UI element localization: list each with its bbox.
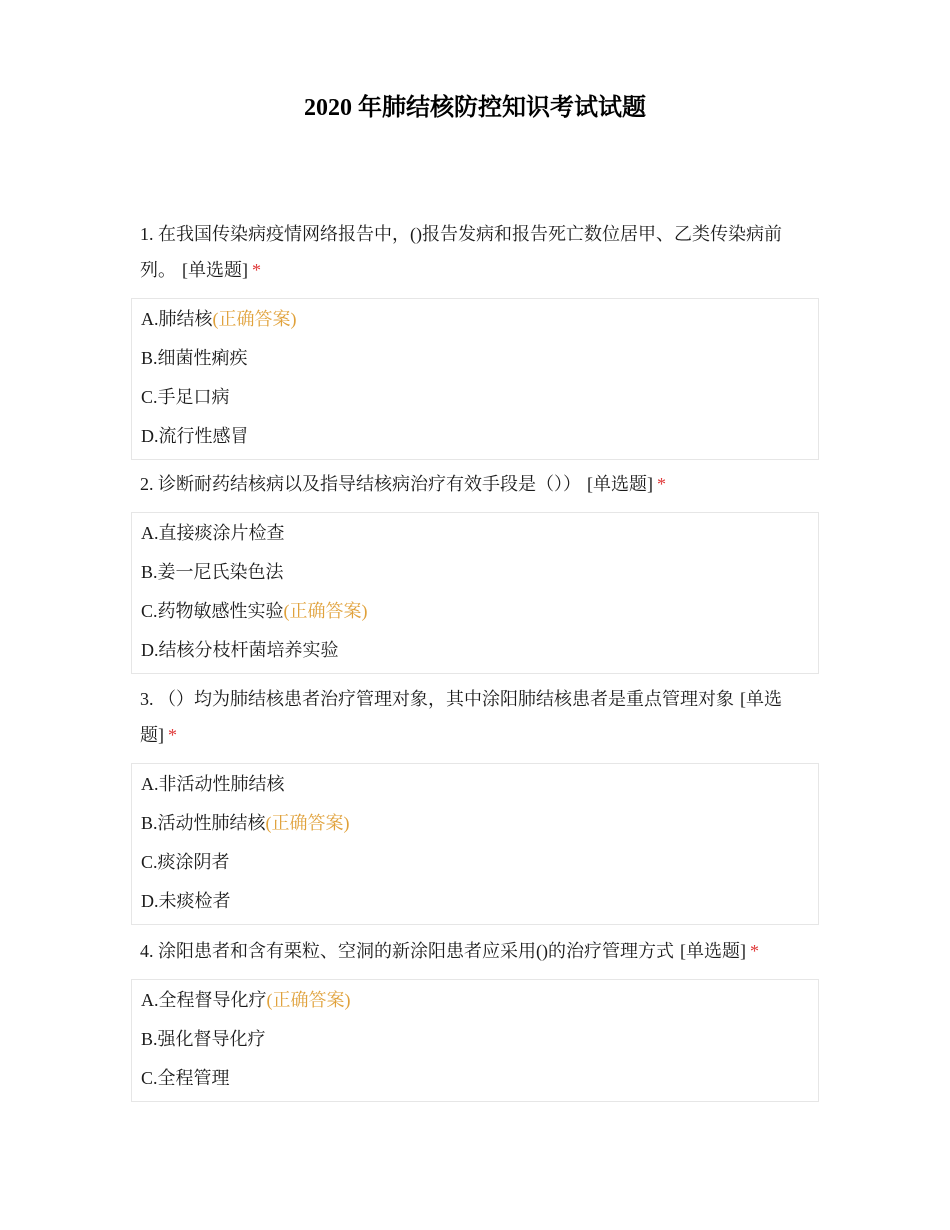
option-label: A.直接痰涂片检查 <box>141 523 285 543</box>
question-3 <box>131 681 819 925</box>
option-a[interactable] <box>132 981 818 1020</box>
option-c[interactable] <box>132 378 818 417</box>
option-a[interactable] <box>132 300 818 339</box>
correct-answer-tag: (正确答案) <box>212 309 297 329</box>
required-mark: * <box>657 474 666 494</box>
option-label: C.药物敏感性实验 <box>141 601 284 621</box>
option-d[interactable] <box>132 882 818 921</box>
option-label: A.非活动性肺结核 <box>141 774 285 794</box>
question-text: 2. 诊断耐药结核病以及指导结核病治疗有效手段是（）） <box>140 474 581 494</box>
option-label: D.结核分枝杆菌培养实验 <box>141 640 339 660</box>
question-2-text <box>131 466 819 502</box>
options-list <box>131 512 819 674</box>
option-a[interactable] <box>132 765 818 804</box>
option-d[interactable] <box>132 631 818 670</box>
required-mark: * <box>750 941 759 961</box>
question-text: 1. 在我国传染病疫情网络报告中，()报告发病和报告死亡数位居甲、乙类传染病前列。 <box>140 224 782 280</box>
question-type-label: [单选题] <box>680 941 746 961</box>
option-c[interactable] <box>132 1059 818 1098</box>
option-label: D.未痰检者 <box>141 891 231 911</box>
question-4 <box>131 933 819 1102</box>
option-label: B.强化督导化疗 <box>141 1029 266 1049</box>
option-label: B.活动性肺结核 <box>141 813 266 833</box>
required-mark: * <box>168 725 177 745</box>
option-b[interactable] <box>132 339 818 378</box>
question-type-label: [单选题] <box>587 474 653 494</box>
correct-answer-tag: (正确答案) <box>283 601 368 621</box>
question-type-label: [单选题] <box>182 260 248 280</box>
options-list <box>131 979 819 1102</box>
page-title: 2020 年肺结核防控知识考试试题 <box>304 95 646 121</box>
options-list <box>131 298 819 460</box>
option-label: B.姜一尼氏染色法 <box>141 562 284 582</box>
option-c[interactable] <box>132 592 818 631</box>
option-b[interactable] <box>132 804 818 843</box>
correct-answer-tag: (正确答案) <box>266 990 351 1010</box>
question-text: 3. （）均为肺结核患者治疗管理对象，其中涂阳肺结核患者是重点管理对象 <box>140 689 734 709</box>
option-label: A.肺结核 <box>141 309 213 329</box>
option-c[interactable] <box>132 843 818 882</box>
options-list <box>131 763 819 925</box>
question-text: 4. 涂阳患者和含有栗粒、空洞的新涂阳患者应采用()的治疗管理方式 <box>140 941 674 961</box>
question-type-label: [单选题] <box>140 689 782 745</box>
question-1-text <box>131 216 819 288</box>
question-1 <box>131 216 819 460</box>
option-label: A.全程督导化疗 <box>141 990 267 1010</box>
option-d[interactable] <box>132 417 818 456</box>
option-label: C.痰涂阴者 <box>141 852 230 872</box>
correct-answer-tag: (正确答案) <box>265 813 350 833</box>
option-b[interactable] <box>132 553 818 592</box>
option-label: C.手足口病 <box>141 387 230 407</box>
question-2 <box>131 466 819 674</box>
question-4-text <box>131 933 819 969</box>
option-label: D.流行性感冒 <box>141 426 249 446</box>
required-mark: * <box>252 260 261 280</box>
option-b[interactable] <box>132 1020 818 1059</box>
option-label: B.细菌性痢疾 <box>141 348 248 368</box>
option-label: C.全程管理 <box>141 1068 230 1088</box>
question-3-text <box>131 681 819 753</box>
option-a[interactable] <box>132 514 818 553</box>
